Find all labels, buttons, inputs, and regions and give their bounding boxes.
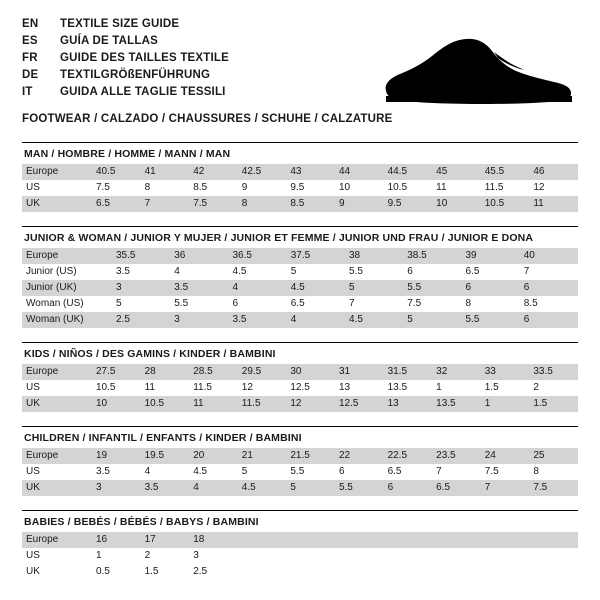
- cell: 4.5: [193, 466, 208, 477]
- cell: 9: [241, 182, 248, 193]
- cell: 16: [92, 532, 141, 548]
- row-label: US: [26, 550, 40, 561]
- cell: 9.5: [290, 182, 305, 193]
- row-label: Junior (US): [26, 266, 77, 277]
- cell: 4.5: [287, 280, 345, 296]
- cell: 23.5: [432, 448, 481, 464]
- cell: 7: [523, 266, 530, 277]
- cell-empty: [238, 564, 287, 580]
- size-table-junior-woman: [22, 248, 578, 328]
- cell: 12: [241, 382, 253, 393]
- cell: 13.5: [387, 382, 408, 393]
- cell: 3.5: [170, 280, 228, 296]
- cell: 39: [462, 248, 520, 264]
- cell: 7.5: [189, 196, 238, 212]
- cell: 35.5: [112, 248, 170, 264]
- cell: 4: [189, 480, 238, 496]
- cell: 5.5: [403, 280, 461, 296]
- cell-empty: [481, 564, 530, 580]
- cell: 11.5: [484, 182, 504, 193]
- cell-empty: [335, 564, 384, 580]
- cell: 27.5: [92, 364, 141, 380]
- size-table-babies: [22, 532, 578, 580]
- cell: 11: [189, 396, 238, 412]
- cell-empty: [432, 548, 481, 564]
- cell: 5: [403, 312, 461, 328]
- cell: 4: [144, 466, 151, 477]
- language-code: DE: [22, 69, 39, 81]
- table-row: [22, 196, 578, 212]
- cell: 29.5: [238, 364, 287, 380]
- cell: 36: [170, 248, 228, 264]
- cell: 8.5: [523, 298, 538, 309]
- size-table-children: [22, 448, 578, 496]
- cell: 10: [92, 396, 141, 412]
- section-title: CHILDREN / INFANTIL / ENFANTS / KINDER / BAMBINI: [22, 426, 578, 448]
- size-table-man: [22, 164, 578, 212]
- footwear-subtitle: FOOTWEAR / CALZADO / CHAUSSURES / SCHUHE / CALZATURE: [22, 113, 393, 125]
- cell: 12.5: [335, 396, 384, 412]
- cell-empty: [238, 548, 287, 564]
- cell: 6: [232, 298, 239, 309]
- cell: 5: [290, 266, 297, 277]
- table-row: [22, 180, 578, 196]
- row-label: UK: [26, 566, 40, 577]
- cell: 13.5: [432, 396, 481, 412]
- cell: 30: [286, 364, 335, 380]
- cell: 6.5: [465, 266, 480, 277]
- cell: 20: [189, 448, 238, 464]
- cell: 13: [338, 382, 351, 393]
- cell: 10.5: [96, 382, 116, 393]
- cell: 12.5: [290, 382, 310, 393]
- cell: 44: [335, 164, 384, 180]
- cell: 7.5: [96, 182, 110, 193]
- cell: 7: [349, 298, 355, 309]
- cell: 5: [345, 280, 403, 296]
- cell-empty: [238, 532, 287, 548]
- language-row: [22, 16, 578, 33]
- table-row: [22, 364, 578, 380]
- cell: 7.5: [529, 480, 578, 496]
- language-code: ES: [22, 35, 38, 47]
- language-code: EN: [22, 18, 39, 30]
- row-label: UK: [22, 196, 92, 212]
- cell: 7: [141, 196, 190, 212]
- row-label: UK: [22, 396, 92, 412]
- cell-empty: [286, 548, 335, 564]
- section-babies: [22, 510, 578, 580]
- cell: 36.5: [229, 248, 287, 264]
- cell: 5: [286, 480, 335, 496]
- cell-empty: [529, 532, 578, 548]
- cell: 25: [529, 448, 578, 464]
- section-kids: [22, 342, 578, 412]
- row-label: Europe: [22, 532, 92, 548]
- row-label: Woman (UK): [22, 312, 112, 328]
- cell: 2.5: [193, 566, 208, 577]
- cell: 22.5: [384, 448, 433, 464]
- cell: 3.5: [96, 466, 110, 477]
- cell-empty: [384, 532, 433, 548]
- table-row: [22, 480, 578, 496]
- cell: 4: [174, 266, 180, 277]
- cell: 2.5: [112, 312, 170, 328]
- table-row: [22, 448, 578, 464]
- row-label: UK: [22, 480, 92, 496]
- cell: 40: [520, 248, 578, 264]
- cell: 5: [116, 298, 122, 309]
- row-label: Europe: [22, 364, 92, 380]
- cell: 19: [92, 448, 141, 464]
- cell-empty: [481, 532, 530, 548]
- cell-empty: [286, 564, 335, 580]
- cell: 3: [193, 550, 199, 561]
- row-label: Woman (US): [26, 298, 84, 309]
- cell-empty: [335, 532, 384, 548]
- cell: 5.5: [462, 312, 520, 328]
- cell: 46: [529, 164, 578, 180]
- language-code: IT: [22, 86, 33, 98]
- cell: 10.5: [481, 196, 530, 212]
- cell-empty: [384, 548, 433, 564]
- cell: 10: [432, 196, 481, 212]
- cell: 45: [432, 164, 481, 180]
- cell: 2: [144, 550, 151, 561]
- cell: 37.5: [287, 248, 345, 264]
- cell: 38.5: [403, 248, 461, 264]
- cell: 10: [338, 182, 351, 193]
- cell: 6: [338, 466, 345, 477]
- cell: 6: [462, 280, 520, 296]
- cell: 4.5: [238, 480, 287, 496]
- language-code: FR: [22, 52, 38, 64]
- dress-shoe-icon: [374, 34, 574, 112]
- cell: 3.5: [229, 312, 287, 328]
- cell: 9: [335, 196, 384, 212]
- cell: 42.5: [238, 164, 287, 180]
- cell: 7.5: [407, 298, 422, 309]
- table-row: [22, 380, 578, 396]
- table-row: [22, 164, 578, 180]
- table-row: [22, 532, 578, 548]
- cell: 6.5: [92, 196, 141, 212]
- section-title: MAN / HOMBRE / HOMME / MANN / MAN: [22, 142, 578, 164]
- cell: 3: [170, 312, 228, 328]
- cell: 40.5: [92, 164, 141, 180]
- cell: 24: [481, 448, 530, 464]
- cell: 7.5: [484, 466, 499, 477]
- table-row: [22, 264, 578, 280]
- cell: 0.5: [96, 566, 110, 577]
- cell: 28.5: [189, 364, 238, 380]
- table-row: [22, 464, 578, 480]
- cell: 11: [144, 382, 155, 393]
- cell: 10.5: [387, 182, 408, 193]
- cell: 38: [345, 248, 403, 264]
- cell-empty: [432, 564, 481, 580]
- table-row: [22, 564, 578, 580]
- cell: 3: [112, 280, 170, 296]
- row-label: Junior (UK): [22, 280, 112, 296]
- cell: 11: [436, 182, 447, 193]
- cell: 8.5: [286, 196, 335, 212]
- cell: 6.5: [387, 466, 402, 477]
- table-row: [22, 396, 578, 412]
- document-header: [22, 16, 578, 128]
- section-children: [22, 426, 578, 496]
- cell: 44.5: [384, 164, 433, 180]
- table-row: [22, 248, 578, 264]
- cell: 33.5: [529, 364, 578, 380]
- cell: 5.5: [335, 480, 384, 496]
- cell: 1: [96, 550, 102, 561]
- cell: 1.5: [529, 396, 578, 412]
- cell: 43: [286, 164, 335, 180]
- cell: 12: [533, 182, 545, 193]
- cell: 7: [436, 466, 442, 477]
- cell: 31.5: [384, 364, 433, 380]
- cell: 3: [92, 480, 141, 496]
- cell: 5.5: [349, 266, 363, 277]
- size-table-kids: [22, 364, 578, 412]
- language-title: TEXTILE SIZE GUIDE: [60, 18, 180, 30]
- cell: 5: [241, 466, 248, 477]
- cell: 45.5: [481, 164, 530, 180]
- cell: 8: [144, 182, 151, 193]
- cell: 3.5: [141, 480, 190, 496]
- cell-empty: [286, 532, 335, 548]
- cell: 4.5: [232, 266, 247, 277]
- table-row: [22, 280, 578, 296]
- cell: 17: [141, 532, 190, 548]
- cell: 42: [189, 164, 238, 180]
- cell: 9.5: [384, 196, 433, 212]
- cell: 11.5: [193, 382, 212, 393]
- cell: 8: [238, 196, 287, 212]
- cell: 11.5: [238, 396, 287, 412]
- cell: 8.5: [193, 182, 208, 193]
- cell: 1: [436, 382, 442, 393]
- language-title: TEXTILGRÖßENFÜHRUNG: [60, 69, 211, 81]
- cell: 21: [238, 448, 287, 464]
- table-row: [22, 312, 578, 328]
- cell: 32: [432, 364, 481, 380]
- cell-empty: [529, 564, 578, 580]
- cell: 2: [533, 382, 539, 393]
- cell: 5.5: [174, 298, 189, 309]
- cell-empty: [432, 532, 481, 548]
- row-label: US: [26, 466, 40, 477]
- cell: 6: [384, 480, 433, 496]
- row-label: Europe: [22, 448, 92, 464]
- section-title: BABIES / BEBÉS / BÉBÉS / BABYS / BAMBINI: [22, 510, 578, 532]
- row-label: Europe: [22, 164, 92, 180]
- section-man: [22, 142, 578, 212]
- row-label: US: [26, 182, 40, 193]
- cell: 4: [229, 280, 287, 296]
- cell-empty: [384, 564, 433, 580]
- cell: 11: [529, 196, 578, 212]
- language-title: GUIDA ALLE TAGLIE TESSILI: [60, 86, 226, 98]
- cell: 33: [481, 364, 530, 380]
- cell: 13: [384, 396, 433, 412]
- cell: 6: [407, 266, 413, 277]
- section-title: KIDS / NIÑOS / DES GAMINS / KINDER / BAMBINI: [22, 342, 578, 364]
- cell: 12: [286, 396, 335, 412]
- row-label: US: [26, 382, 40, 393]
- section-junior-woman: [22, 226, 578, 328]
- cell: 6.5: [290, 298, 305, 309]
- cell-empty: [481, 548, 530, 564]
- cell-empty: [529, 548, 578, 564]
- cell: 6.5: [432, 480, 481, 496]
- row-label: Europe: [22, 248, 112, 264]
- cell: 1.5: [484, 382, 499, 393]
- table-row: [22, 296, 578, 312]
- cell: 31: [335, 364, 384, 380]
- cell: 1.5: [144, 566, 159, 577]
- cell: 41: [141, 164, 190, 180]
- cell: 4.5: [345, 312, 403, 328]
- cell: 22: [335, 448, 384, 464]
- language-title: GUÍA DE TALLAS: [60, 35, 158, 47]
- cell: 8: [533, 466, 539, 477]
- cell: 7: [481, 480, 530, 496]
- cell: 28: [141, 364, 190, 380]
- cell: 4: [287, 312, 345, 328]
- cell: 18: [189, 532, 238, 548]
- cell-empty: [335, 548, 384, 564]
- cell: 6: [520, 312, 578, 328]
- cell: 19.5: [141, 448, 190, 464]
- cell: 6: [520, 280, 578, 296]
- language-title: GUIDE DES TAILLES TEXTILE: [60, 52, 229, 64]
- cell: 5.5: [290, 466, 305, 477]
- cell: 10.5: [141, 396, 190, 412]
- cell: 3.5: [116, 266, 130, 277]
- table-row: [22, 548, 578, 564]
- cell: 1: [481, 396, 530, 412]
- cell: 21.5: [286, 448, 335, 464]
- cell: 8: [465, 298, 472, 309]
- section-title: JUNIOR & WOMAN / JUNIOR Y MUJER / JUNIOR ET FEMME / JUNIOR UND FRAU / JUNIOR E DONA: [22, 226, 578, 248]
